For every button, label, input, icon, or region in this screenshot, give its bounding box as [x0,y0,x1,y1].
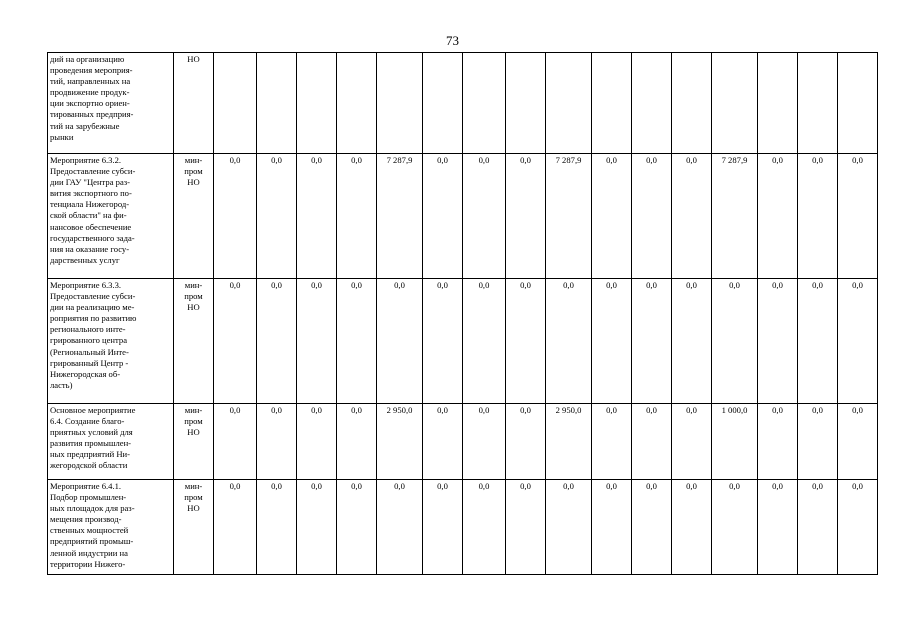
description-line: дий на организацию [50,54,125,64]
description-line: регионального инте- [50,324,126,335]
value-cell [214,53,257,154]
value-cell: 0,0 [546,279,592,404]
value-cell: 0,0 [377,279,423,404]
value-cell: 0,0 [712,279,758,404]
description-line: тий на зарубежные [50,120,120,131]
description-line: ции экспортно ориен- [50,98,130,109]
value-cell: 0,0 [423,154,463,279]
value-cell: 0,0 [297,279,337,404]
description-line: Нижегородская об- [50,368,121,379]
value-cell: 0,0 [672,279,712,404]
value-cell: 0,0 [463,279,506,404]
value-cell: 0,0 [798,480,838,575]
description-line: предприятий промыш- [50,536,134,547]
description-line: дии на реализацию ме- [50,302,135,313]
description-line: 6.4. Создание благо- [50,416,125,427]
value-cell [297,53,337,154]
value-cell: 0,0 [632,279,672,404]
value-cell: 0,0 [506,404,546,480]
value-cell: 0,0 [423,279,463,404]
description-line: Мероприятие 6.3.3. [50,280,122,290]
value-cell: 0,0 [838,154,878,279]
value-cell [377,53,423,154]
value-cell: 0,0 [214,279,257,404]
value-cell: 2 950,0 [377,404,423,480]
responsible-line: мин- [184,405,203,415]
responsible-line: пром [184,416,203,427]
description-line: ской области" на фи- [50,210,127,221]
description-line: ленной индустрии на [50,547,128,558]
description-line: Предоставление субси- [50,291,136,302]
responsible-line: мин- [184,280,203,290]
description-line: проведения мероприя- [50,65,133,76]
value-cell: 7 287,9 [712,154,758,279]
table-row [48,279,878,404]
value-cell: 0,0 [632,154,672,279]
value-cell: 0,0 [337,154,377,279]
value-cell: 0,0 [506,154,546,279]
responsible-cell [174,53,214,154]
description-line: тированных предприя- [50,109,134,120]
responsible-line: НО [187,503,200,514]
table-row [48,154,878,279]
value-cell [423,53,463,154]
value-cell: 7 287,9 [377,154,423,279]
value-cell: 0,0 [632,480,672,575]
measure-description-cell [48,279,174,404]
value-cell: 0,0 [632,404,672,480]
value-cell: 0,0 [214,480,257,575]
description-line: ния на оказание госу- [50,243,130,254]
responsible-line: НО [187,427,200,438]
value-cell: 0,0 [506,279,546,404]
table-row [48,404,878,480]
value-cell: 0,0 [758,279,798,404]
responsible-cell [174,154,214,279]
value-cell: 0,0 [257,404,297,480]
measure-description-cell [48,404,174,480]
value-cell [672,53,712,154]
description-line: рынки [50,131,74,142]
description-line: ных площадок для раз- [50,503,135,514]
description-line: мещения производ- [50,514,122,525]
description-line: дии ГАУ "Центра раз- [50,177,131,188]
responsible-line: НО [187,54,200,64]
value-cell [592,53,632,154]
value-cell: 0,0 [592,404,632,480]
value-cell: 7 287,9 [546,154,592,279]
value-cell [546,53,592,154]
value-cell: 0,0 [672,154,712,279]
description-line: Мероприятие 6.3.2. [50,155,122,165]
page-number: 73 [446,33,459,48]
responsible-line: пром [184,492,203,503]
value-cell: 0,0 [592,480,632,575]
responsible-cell [174,404,214,480]
value-cell: 0,0 [546,480,592,575]
measure-description-cell [48,154,174,279]
description-line: развития промышлен- [50,438,132,449]
value-cell: 0,0 [798,404,838,480]
description-line: ственных мощностей [50,525,129,536]
description-line: Основное мероприятие [50,405,136,415]
value-cell: 0,0 [838,404,878,480]
value-cell: 0,0 [838,480,878,575]
value-cell: 0,0 [463,480,506,575]
responsible-line: НО [187,177,200,188]
value-cell: 0,0 [758,480,798,575]
description-line: дарственных услуг [50,254,120,265]
value-cell [632,53,672,154]
table-row [48,480,878,575]
value-cell: 0,0 [257,154,297,279]
value-cell: 0,0 [798,279,838,404]
description-line: грированного центра [50,335,128,346]
value-cell: 0,0 [214,404,257,480]
description-line: территории Нижего- [50,558,126,569]
value-cell: 0,0 [758,154,798,279]
value-cell: 0,0 [758,404,798,480]
value-cell [712,53,758,154]
value-cell [758,53,798,154]
description-line: Подбор промышлен- [50,492,127,503]
value-cell: 1 000,0 [712,404,758,480]
value-cell: 0,0 [463,154,506,279]
value-cell [506,53,546,154]
description-line: тий, направленных на [50,76,131,87]
value-cell [798,53,838,154]
description-line: ных предприятий Ни- [50,449,131,460]
description-line: продвижение продук- [50,87,130,98]
budget-table [47,52,878,575]
value-cell: 2 950,0 [546,404,592,480]
value-cell: 0,0 [798,154,838,279]
value-cell: 0,0 [297,154,337,279]
description-line: приятных условий для [50,427,133,438]
value-cell: 0,0 [297,480,337,575]
value-cell [337,53,377,154]
value-cell: 0,0 [712,480,758,575]
value-cell: 0,0 [672,480,712,575]
value-cell [257,53,297,154]
value-cell: 0,0 [463,404,506,480]
responsible-line: мин- [184,481,203,491]
responsible-line: НО [187,302,200,313]
description-line: тенциала Нижегород- [50,199,130,210]
value-cell: 0,0 [377,480,423,575]
value-cell [463,53,506,154]
value-cell: 0,0 [214,154,257,279]
description-line: вития экспортного по- [50,188,132,199]
description-line: Предоставление субси- [50,166,136,177]
responsible-cell [174,480,214,575]
description-line: нансовое обеспечение [50,221,132,232]
measure-description-cell [48,53,174,154]
value-cell: 0,0 [506,480,546,575]
measure-description-cell [48,480,174,575]
value-cell: 0,0 [337,404,377,480]
responsible-line: пром [184,291,203,302]
description-line: роприятия по развитию [50,313,137,324]
value-cell: 0,0 [592,154,632,279]
table-row [48,53,878,154]
description-line: государственного зада- [50,232,135,243]
description-line: жегородской области [50,460,128,471]
value-cell: 0,0 [257,480,297,575]
responsible-cell [174,279,214,404]
responsible-line: мин- [184,155,203,165]
value-cell [838,53,878,154]
description-line: Мероприятие 6.4.1. [50,481,122,491]
value-cell: 0,0 [672,404,712,480]
value-cell: 0,0 [423,480,463,575]
value-cell: 0,0 [592,279,632,404]
description-line: ласть) [50,379,73,390]
value-cell: 0,0 [257,279,297,404]
description-line: грированный Центр - [50,357,129,368]
value-cell: 0,0 [423,404,463,480]
value-cell: 0,0 [297,404,337,480]
value-cell: 0,0 [337,279,377,404]
description-line: (Региональный Инте- [50,346,129,357]
responsible-line: пром [184,166,203,177]
value-cell: 0,0 [337,480,377,575]
value-cell: 0,0 [838,279,878,404]
